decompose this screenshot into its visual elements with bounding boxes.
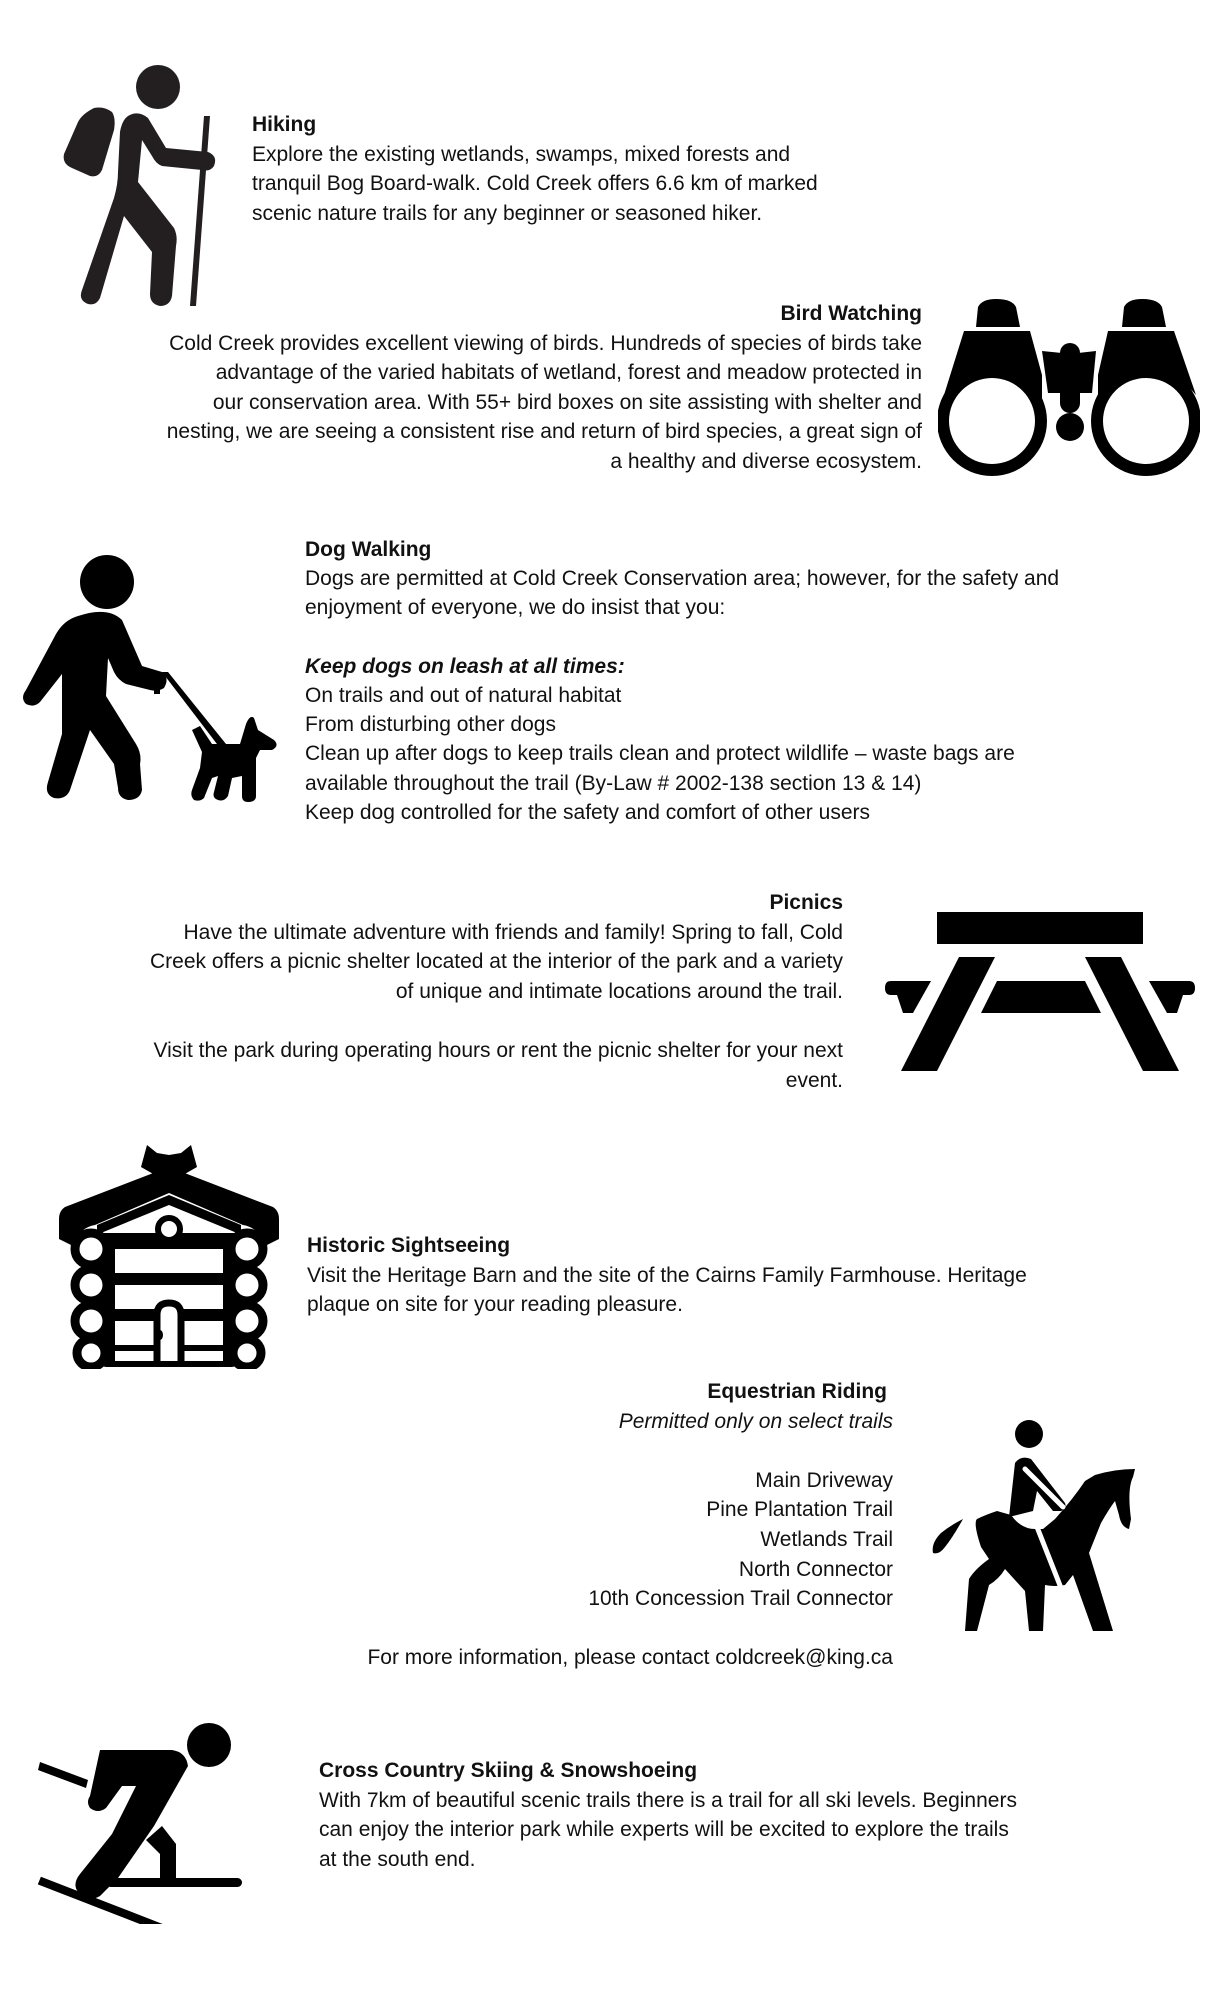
picnics-text-line: of unique and intimate locations around the trail. xyxy=(395,979,843,1003)
equestrian-title: Equestrian Riding xyxy=(707,1380,887,1403)
historic-text-line: Visit the Heritage Barn and the site of the Cairns Family Farmhouse. Heritage xyxy=(307,1263,1027,1287)
picnics-text-line: event. xyxy=(785,1068,843,1092)
bird-watching-title: Bird Watching xyxy=(780,302,922,325)
bird-watching-text-line: Cold Creek provides excellent viewing of birds. Hundreds of species of birds take xyxy=(169,331,922,355)
hiking-section xyxy=(252,110,818,228)
picnics-text-line: Visit the park during operating hours or rent the picnic shelter for your next xyxy=(153,1038,843,1062)
hiking-text-line: tranquil Bog Board-walk. Cold Creek offers 6.6 km of marked xyxy=(252,172,818,196)
leash-rule-item: From disturbing other dogs xyxy=(305,713,556,737)
bird-watching-text-line: our conservation area. With 55+ bird boxes on site assisting with shelter and xyxy=(212,390,922,414)
picnics-title: Picnics xyxy=(769,891,843,914)
leash-rule-item: available throughout the trail (By-Law # 2002-138 section 13 & 14) xyxy=(305,771,922,795)
spacer xyxy=(367,1614,893,1644)
dog-walker-icon xyxy=(18,554,286,802)
picnics-text-line: Creek offers a picnic shelter located at the interior of the park and a variety xyxy=(150,950,843,974)
hiking-title: Hiking xyxy=(252,113,317,136)
dog-walking-section xyxy=(305,535,1059,827)
historic-text-line: plaque on site for your reading pleasure. xyxy=(307,1293,683,1317)
picnic-table-icon xyxy=(885,911,1195,1073)
leash-rule-item: Clean up after dogs to keep trails clean and protect wildlife – waste bags are xyxy=(305,742,1015,766)
dog-walking-intro-line: enjoyment of everyone, we do insist that you: xyxy=(305,596,726,620)
equestrian-subtitle: Permitted only on select trails xyxy=(618,1409,893,1433)
leash-rule-item: On trails and out of natural habitat xyxy=(305,684,622,707)
contact-text: For more information, please contact coldcreek@king.ca xyxy=(367,1646,893,1670)
picnics-text-line: Have the ultimate adventure with friends and family! Spring to fall, Cold xyxy=(183,920,843,944)
equestrian-section xyxy=(367,1377,893,1673)
skiing-text-line: at the south end. xyxy=(319,1847,476,1871)
spacer xyxy=(305,623,1059,652)
bird-watching-section xyxy=(167,299,922,477)
dog-walking-title: Dog Walking xyxy=(305,538,432,561)
skiing-title: Cross Country Skiing & Snowshoeing xyxy=(319,1759,698,1782)
historic-section xyxy=(307,1231,1027,1320)
skier-icon xyxy=(36,1722,244,1924)
hiking-text-line: Explore the existing wetlands, swamps, mixed forests and xyxy=(252,142,791,166)
log-cabin-icon xyxy=(57,1145,281,1369)
binoculars-icon xyxy=(938,295,1200,479)
bird-watching-text-line: a healthy and diverse ecosystem. xyxy=(610,449,922,473)
skiing-section xyxy=(319,1756,1017,1874)
historic-title: Historic Sightseeing xyxy=(307,1234,511,1257)
skiing-text-line: can enjoy the interior park while experts will be excited to explore the trails xyxy=(319,1818,1009,1842)
horse-rider-icon xyxy=(925,1419,1139,1633)
picnics-section xyxy=(150,888,843,1095)
spacer xyxy=(367,1436,893,1466)
trail-name: Main Driveway xyxy=(755,1468,893,1492)
trail-name: North Connector xyxy=(738,1557,893,1581)
spacer xyxy=(150,1006,843,1036)
hiking-text-line: scenic nature trails for any beginner or seasoned hiker. xyxy=(252,201,763,225)
trail-name: 10th Concession Trail Connector xyxy=(588,1587,893,1611)
leash-rule-heading: Keep dogs on leash at all times: xyxy=(305,654,625,678)
bird-watching-text-line: advantage of the varied habitats of wetland, forest and meadow protected in xyxy=(215,361,922,385)
trail-name: Pine Plantation Trail xyxy=(706,1498,893,1522)
leash-rule-item: Keep dog controlled for the safety and comfort of other users xyxy=(305,800,870,824)
trail-name: Wetlands Trail xyxy=(760,1527,893,1551)
dog-walking-intro-line: Dogs are permitted at Cold Creek Conservation area; however, for the safety and xyxy=(305,567,1060,591)
bird-watching-text-line: nesting, we are seeing a consistent rise and return of bird species, a great sign of xyxy=(166,420,922,444)
hiker-icon xyxy=(58,60,216,308)
skiing-text-line: With 7km of beautiful scenic trails there is a trail for all ski levels. Beginners xyxy=(319,1788,1017,1812)
